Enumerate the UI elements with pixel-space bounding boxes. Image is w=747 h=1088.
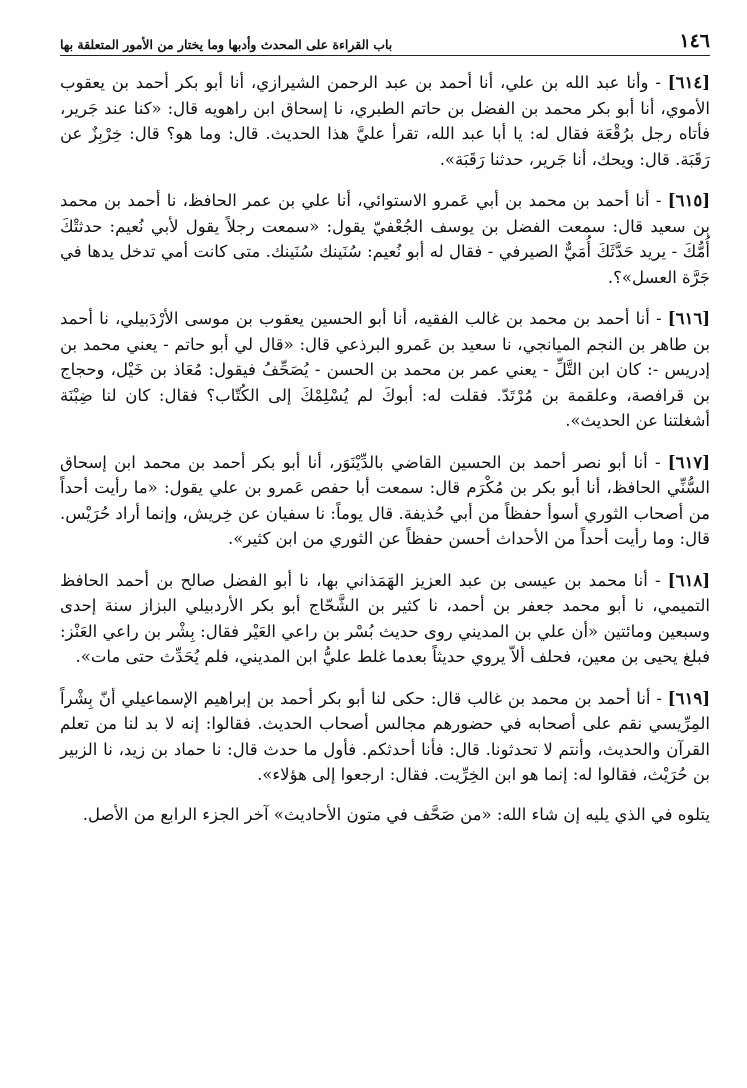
entry-number: [٦١٩]: [667, 688, 710, 708]
page-header: [60, 24, 710, 56]
entry-text: - وأنا عبد الله بن علي، أنا أحمد بن عبد الرحمن الشيرازي، أنا أبو بكر أحمد بن يعقوب الأموي، أنا أبو بكر محمد بن الفضل بن حاتم الطبري، نا إسحاق ابن راهويه قال: «كنا عند جَرير، فأتاه رجل برُقْعَة فقال له: يا أبا عبد الله، تقرأ عليَّ هذا الحديث. قال: وما هو؟ قال: خِرْبِزٌ عن رَقَبَة. قال: ويحك، أنا جَرير، حدثنا رَقَبَة».: [60, 73, 710, 169]
entry-number: [٦١٤]: [667, 73, 710, 92]
hadith-entry-616: [60, 306, 710, 434]
entry-text: - أنا أحمد بن محمد بن أبي عَمرو الاستوائي، أنا علي بن عمر الحافظ، نا أحمد بن محمد بن سعيد قال: سمعت الفضل بن يوسف الجُعْفيّ يقول: «سمعت رجلاً يقول لأبي نُعيم: حدثتْكَ أُمُّكَ - يريد حَدَّثَكَ أُمَيٌّ الصيرفي - فقال له أبو نُعيم: سُنَينك سُنَينك. متى كانت أمي تدخل يدها في جَرَّة العسل»؟.: [60, 191, 710, 287]
hadith-entry-618: [60, 568, 710, 670]
entry-text: - أنا أحمد بن محمد بن غالب قال: حكى لنا أبو بكر أحمد بن إبراهيم الإسماعيلي أنّ بِشْراً المِرِّيسي نقم على أصحابه في حضورهم مجالس أصحاب الحديث. فقالوا: إنه لا بد لنا من تعلم القرآن والحديث، وأنتم لا تحدثونا. قال: فأنا أحدثكم. فأول ما حدث قال: نا حماد بن زيد، نا الزبير بن حُرَيْث، فقالوا له: إنما هو ابن الخِرِّيت. فقال: ارجعوا إلى هؤلاء».: [60, 688, 710, 784]
running-title: باب القراءة على المحدث وأدبها وما يختار من الأمور المتعلقة بها: [60, 37, 393, 52]
entry-number: [٦١٧]: [667, 452, 710, 472]
hadith-entry-619: [60, 686, 710, 788]
page-number: ١٤٦: [679, 30, 710, 52]
entry-text: - أنا أحمد بن محمد بن غالب الفقيه، أنا أبو الحسين يعقوب بن موسى الأرْدَبيلي، نا أحمد بن طاهر بن النجم الميانجي، نا سعيد بن عَمرو البرذعي قال: «قال لي أبو حاتم - يعني محمد بن إدريس -: كان ابن التَّلِّ - يعني عمر بن محمد بن الحسن - يُصَحِّفُ فيقول: مُعَاذ بن خَيْل، وحجاج بن قرافصة، وعلقمة بن مُرْتَدّ. فقلت له: أبوكَ لم يُسْلِمْكَ إلى الكُتّاب؟ فقال: كان لنا ضِبْنَة أشغلتنا عن الحديث».: [60, 309, 710, 430]
hadith-entry-617: [60, 450, 710, 552]
hadith-entry-614: [60, 70, 710, 172]
entry-number: [٦١٦]: [667, 309, 710, 328]
entry-text: - أنا محمد بن عيسى بن عبد العزيز الهَمَذاني بها، نا أبو الفضل صالح بن أحمد الحافظ التميمي، نا أبو محمد جعفر بن أحمد، نا كثير بن الشَّحّاج أبو بكر الأردبيلي البزاز سنة إحدى وسبعين ومائتين «أن علي بن المديني روى حديث بُسْر بن راعي العَيْر فقال: بِشْر بن راعي العَنْز: فبلغ يحيى بن معين، فحلف ألاّ يروي حديثاً بعدما غلط عليُّ ابن المديني، فلم يُحَدِّث حتى مات».: [60, 570, 710, 666]
entry-number: [٦١٥]: [667, 191, 710, 210]
entry-number: [٦١٨]: [667, 570, 710, 590]
document-page: [60, 24, 710, 844]
entry-text: - أنا أبو نصر أحمد بن الحسين القاضي بالدِّيْنَوَر، أنا أبو بكر أحمد بن محمد ابن إسحاق السُّنِّي الحافظ، أنا أبو بكر بن مُكْرَم قال: سمعت أبا حفص عَمرو بن علي يقول: «ما رأيت أحداً من أصحاب الثوري أسوأ حفظاً من أبي حُذيفة. قال يوماً: نا سفيان عن خِريش، وإنما أراد حُرَيْس. قال: وما رأيت أحداً من الأحداث أحسن حفظاً عن الثوري من ابن كثير».: [60, 452, 710, 548]
closing-note: يتلوه في الذي يليه إن شاء الله: «من صَحَّف في متون الأحاديث» آخر الجزء الرابع من الأصل.: [82, 804, 710, 824]
hadith-entry-615: [60, 188, 710, 290]
